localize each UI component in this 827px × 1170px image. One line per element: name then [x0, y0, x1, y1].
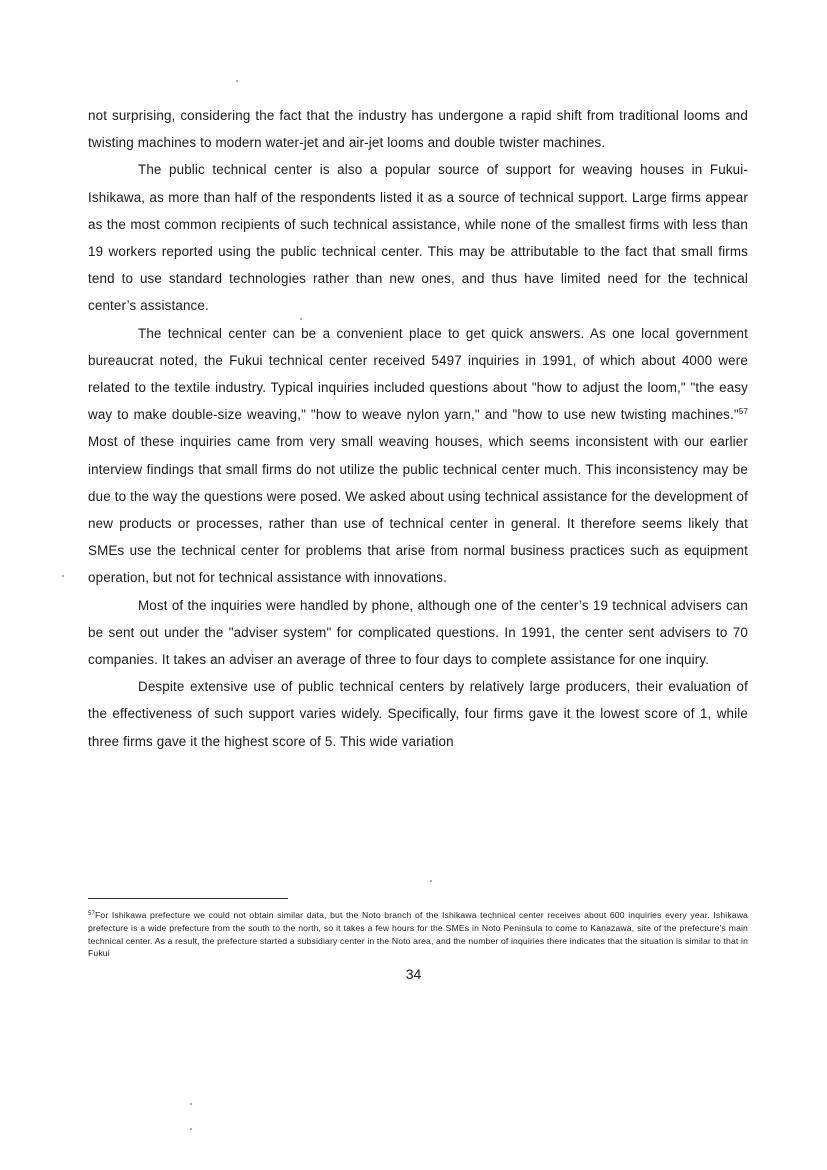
footnote-mark: 57	[88, 911, 95, 917]
paragraph-1: not surprising, considering the fact that the industry has undergone a rapid shift from traditional looms and twisting machines to modern water-jet and air-jet looms and double twister machines.	[88, 108, 748, 151]
paragraph-2: The public technical center is also a popular source of support for weaving houses in Fukui-Ishikawa, as more than half of the respondents listed it as a source of technical support. Large firms appear as the most common recipients of such technical assistance, while none of the smallest firms with less than 19 workers reported using the public technical center. This may be attributable to the fact that small firms tend to use standard technologies rather than new ones, and thus have limited need for the technical center’s assistance.	[88, 162, 748, 314]
paragraph-5: Despite extensive use of public technical centers by relatively large producers, their evaluation of the effectiveness of such support varies widely. Specifically, four firms gave it the lowest score of 1, while three firms gave it the highest score of 5. This wide variation	[88, 679, 748, 749]
scan-speck	[62, 575, 64, 577]
footnote	[88, 909, 748, 960]
scan-speck	[236, 80, 238, 82]
paragraph-3	[88, 320, 748, 592]
page-number: 34	[405, 966, 422, 982]
scan-speck	[300, 318, 302, 320]
footnote-separator	[88, 898, 288, 899]
scan-speck	[190, 1128, 192, 1130]
paragraph-3-text-after-note: Most of these inquiries came from very small weaving houses, which seems inconsistent with our earlier interview findings that small firms do not utilize the public technical center much. This inconsistency may be due to the way the questions were posed. We asked about using technical assistance for the development of new products or processes, rather than use of technical center in general. It therefore seems likely that SMEs use the technical center for problems that arise from normal business practices such as equipment operation, but not for technical assistance with innovations.	[88, 434, 748, 586]
scan-speck	[430, 880, 432, 882]
footnote-reference: 57	[738, 407, 748, 417]
paragraph-3-text-before-note: The technical center can be a convenient place to get quick answers. As one local government bureaucrat noted, the Fukui technical center received 5497 inquiries in 1991, of which about 4000 were related to the textile industry. Typical inquiries included questions about "how to adjust the loom," "the easy way to make double-size weaving," "how to weave nylon yarn," and "how to use new twisting machines."	[88, 325, 748, 423]
paragraph-4: Most of the inquiries were handled by phone, although one of the center’s 19 technical advisers can be sent out under the "adviser system" for complicated questions. In 1991, the center sent advisers to 70 companies. It takes an adviser an average of three to four days to complete assistance for one inquiry.	[88, 597, 748, 668]
footnote-text: For Ishikawa prefecture we could not obtain similar data, but the Noto branch of the Ishikawa technical center receives about 600 inquiries every year. Ishikawa prefecture is a wide prefecture from the south to the north, so it takes a few hours for the SMEs in Noto Peninsula to come to Kanazawa, site of the prefecture’s main technical center. As a result, the prefecture started a subsidiary center in the Noto area, and the number of inquiries there indicates that the situation is similar to that in Fukui	[88, 910, 748, 959]
body-text	[88, 102, 748, 755]
scan-speck	[190, 1103, 192, 1105]
